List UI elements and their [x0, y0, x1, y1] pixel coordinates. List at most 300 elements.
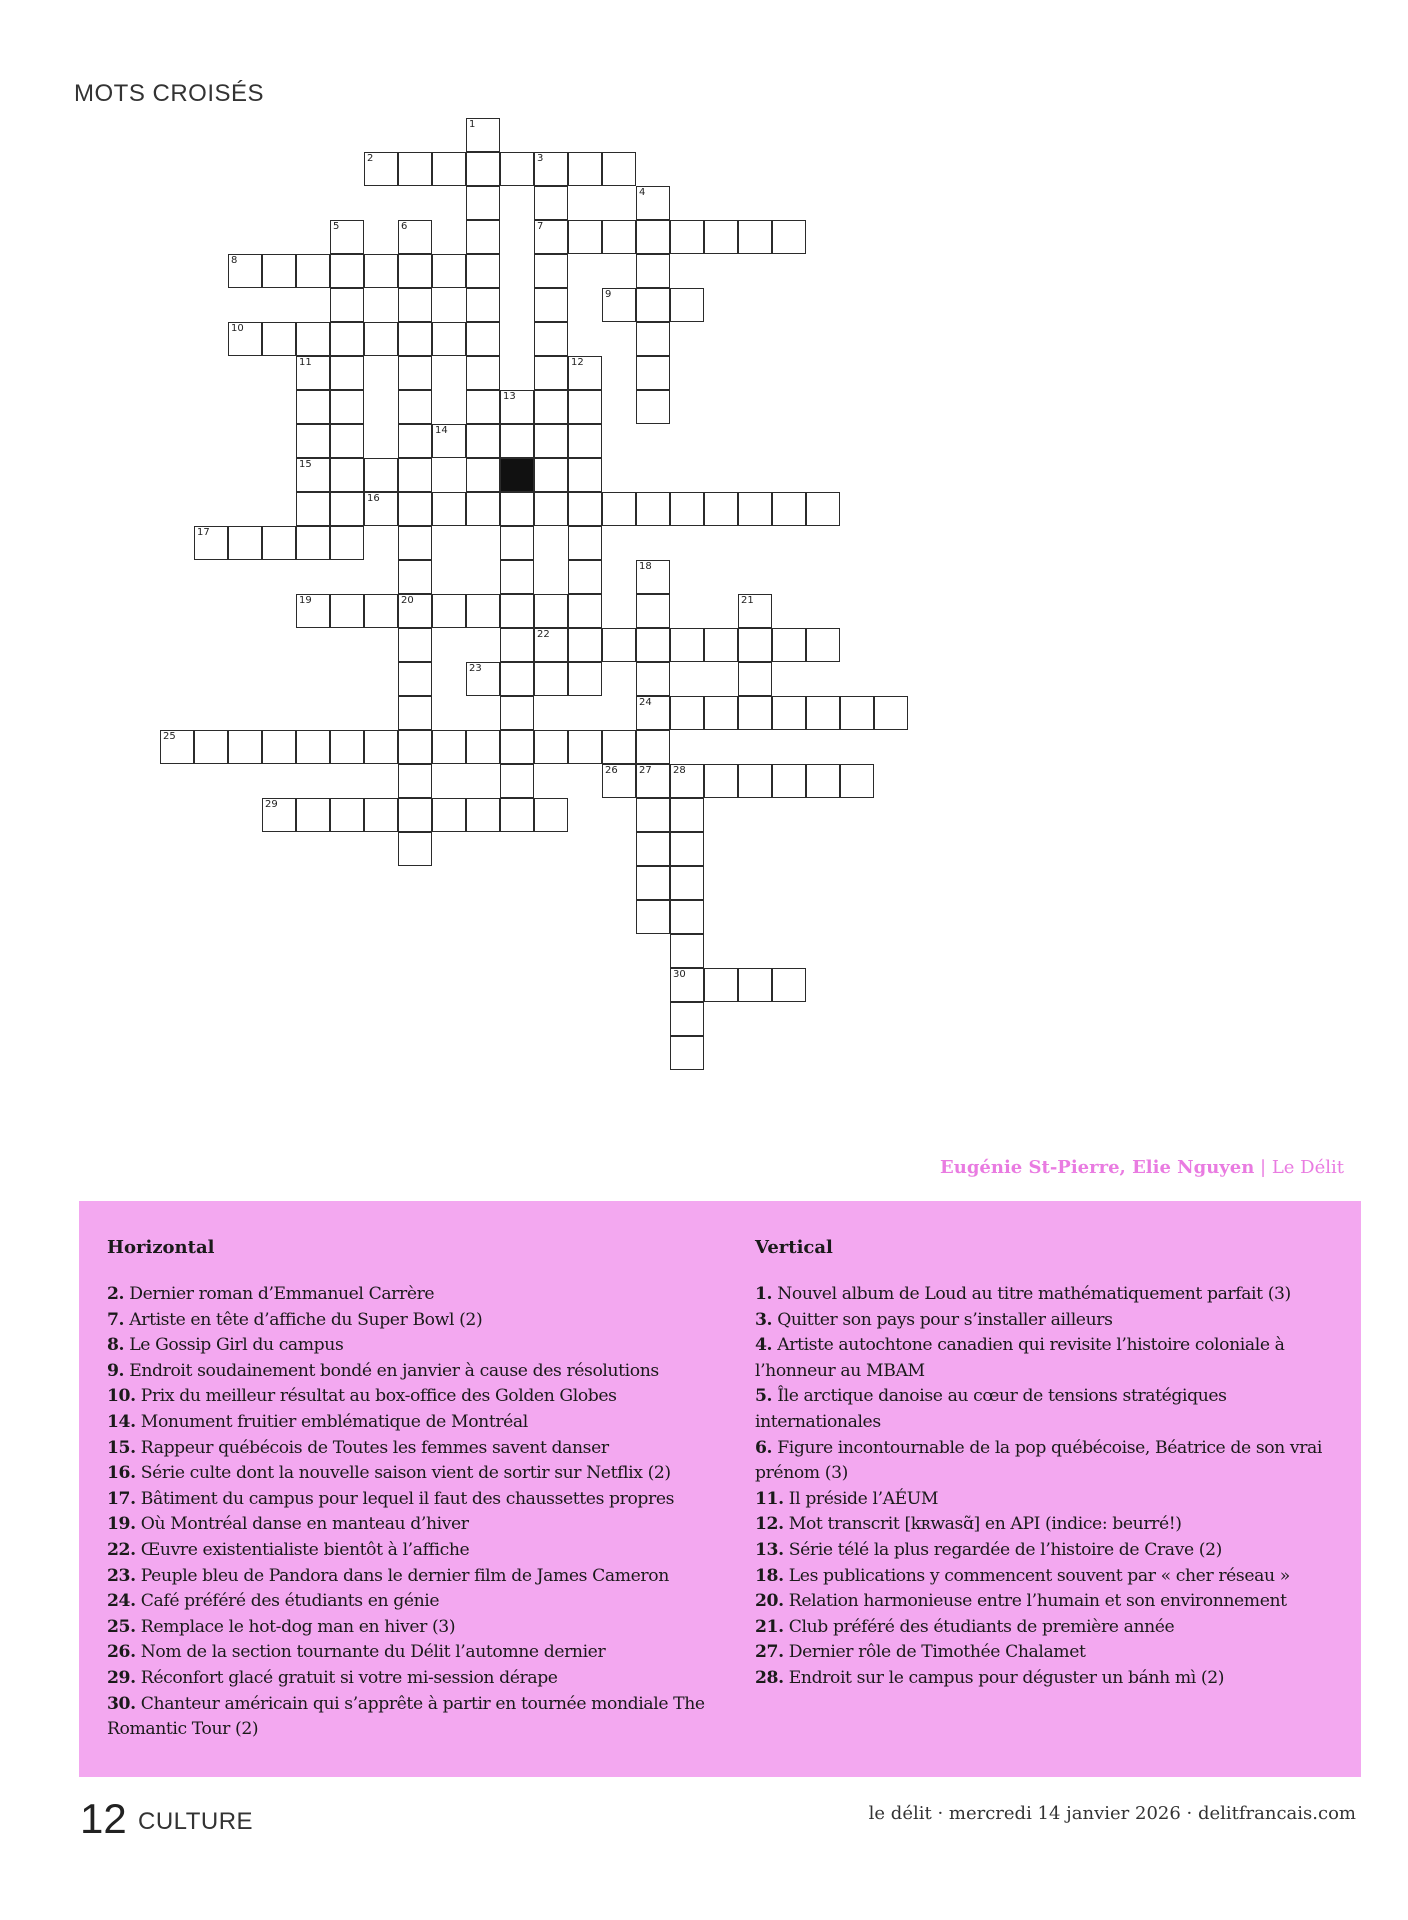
- grid-cell[interactable]: [500, 696, 534, 730]
- clue-number: 18: [639, 561, 652, 572]
- grid-cell[interactable]: [364, 730, 398, 764]
- clue-item: [107, 1461, 707, 1487]
- credit-publication: Le Délit: [1271, 1157, 1344, 1178]
- clue-item: [107, 1666, 707, 1692]
- grid-cell[interactable]: [602, 492, 636, 526]
- grid-cell[interactable]: [330, 356, 364, 390]
- clue-item: [755, 1589, 1335, 1615]
- grid-cell[interactable]: [772, 220, 806, 254]
- clue-text: Prix du meilleur résultat au box-office des Golden Globes: [140, 1386, 617, 1407]
- grid-cell[interactable]: [670, 764, 704, 798]
- grid-cell[interactable]: [500, 560, 534, 594]
- grid-cell[interactable]: [330, 798, 364, 832]
- grid-cell[interactable]: [806, 492, 840, 526]
- clue-text: Série culte dont la nouvelle saison vient de sortir sur Netflix (2): [140, 1463, 671, 1484]
- grid-cell[interactable]: [432, 594, 466, 628]
- clue-item: [755, 1282, 1335, 1308]
- grid-cell[interactable]: [636, 288, 670, 322]
- clue-num: 14.: [107, 1411, 136, 1432]
- clue-num: 29.: [107, 1667, 136, 1688]
- clue-text: Bâtiment du campus pour lequel il faut des chaussettes propres: [140, 1488, 675, 1509]
- grid-cell[interactable]: [432, 254, 466, 288]
- grid-cell[interactable]: [228, 254, 262, 288]
- grid-cell[interactable]: [364, 152, 398, 186]
- grid-cell[interactable]: [398, 322, 432, 356]
- clue-item: [107, 1359, 707, 1385]
- grid-cell[interactable]: [636, 594, 670, 628]
- grid-cell[interactable]: [364, 322, 398, 356]
- grid-cell[interactable]: [398, 458, 432, 492]
- clue-number: 7: [537, 221, 544, 232]
- grid-cell[interactable]: [670, 798, 704, 832]
- clue-number: 3: [537, 153, 544, 164]
- grid-cell[interactable]: [398, 560, 432, 594]
- grid-cell[interactable]: [262, 254, 296, 288]
- grid-cell[interactable]: [636, 356, 670, 390]
- clues-panel: [79, 1201, 1361, 1777]
- grid-cell[interactable]: [432, 730, 466, 764]
- grid-cell[interactable]: [398, 628, 432, 662]
- clue-item: [755, 1538, 1335, 1564]
- clue-item: [755, 1564, 1335, 1590]
- grid-cell[interactable]: [534, 798, 568, 832]
- clue-number: 29: [265, 799, 278, 810]
- grid-cell[interactable]: [568, 356, 602, 390]
- clue-num: 24.: [107, 1591, 136, 1612]
- grid-cell[interactable]: [466, 798, 500, 832]
- page-number: 12: [80, 1795, 127, 1842]
- clue-number: 9: [605, 289, 612, 300]
- clue-number: 24: [639, 697, 652, 708]
- clue-text: Artiste en tête d’affiche du Super Bowl (2): [129, 1309, 483, 1330]
- grid-cell[interactable]: [636, 764, 670, 798]
- grid-cell[interactable]: [636, 900, 670, 934]
- grid-cell[interactable]: [466, 118, 500, 152]
- clue-item: [107, 1333, 707, 1359]
- grid-cell[interactable]: [568, 220, 602, 254]
- grid-cell[interactable]: [568, 152, 602, 186]
- grid-cell[interactable]: [330, 526, 364, 560]
- grid-cell[interactable]: [398, 254, 432, 288]
- clue-item: [755, 1640, 1335, 1666]
- grid-cell[interactable]: [670, 220, 704, 254]
- grid-cell[interactable]: [534, 390, 568, 424]
- credit-separator: |: [1254, 1157, 1272, 1178]
- clue-number: 1: [469, 119, 476, 130]
- grid-cell[interactable]: [534, 322, 568, 356]
- grid-cell[interactable]: [670, 1002, 704, 1036]
- grid-cell[interactable]: [330, 492, 364, 526]
- clue-text: Relation harmonieuse entre l’humain et son environnement: [788, 1591, 1287, 1612]
- grid-cell[interactable]: [806, 764, 840, 798]
- grid-cell[interactable]: [534, 594, 568, 628]
- grid-cell[interactable]: [296, 254, 330, 288]
- grid-cell[interactable]: [568, 424, 602, 458]
- grid-cell[interactable]: [466, 322, 500, 356]
- grid-cell[interactable]: [568, 458, 602, 492]
- grid-cell[interactable]: [296, 390, 330, 424]
- grid-cell[interactable]: [738, 764, 772, 798]
- grid-cell[interactable]: [466, 254, 500, 288]
- clue-item: [107, 1640, 707, 1666]
- grid-cell[interactable]: [296, 492, 330, 526]
- grid-cell[interactable]: [704, 220, 738, 254]
- grid-cell[interactable]: [704, 764, 738, 798]
- clue-number: 23: [469, 663, 482, 674]
- grid-cell[interactable]: [670, 934, 704, 968]
- grid-cell[interactable]: [466, 458, 500, 492]
- grid-cell[interactable]: [330, 594, 364, 628]
- clue-text: Nom de la section tournante du Délit l’automne dernier: [140, 1642, 606, 1663]
- grid-cell[interactable]: [228, 322, 262, 356]
- grid-cell[interactable]: [398, 594, 432, 628]
- grid-cell[interactable]: [398, 288, 432, 322]
- clue-item: [755, 1436, 1335, 1487]
- clue-num: 25.: [107, 1616, 136, 1637]
- grid-cell[interactable]: [330, 458, 364, 492]
- grid-cell[interactable]: [670, 900, 704, 934]
- grid-cell[interactable]: [534, 662, 568, 696]
- clue-text: Série télé la plus regardée de l’histoire de Crave (2): [788, 1539, 1222, 1560]
- clue-num: 1.: [755, 1284, 773, 1304]
- clue-num: 7.: [107, 1309, 125, 1330]
- grid-cell[interactable]: [296, 594, 330, 628]
- grid-cell[interactable]: [432, 798, 466, 832]
- clue-num: 18.: [755, 1565, 784, 1586]
- clue-item: [107, 1384, 707, 1410]
- grid-cell[interactable]: [772, 764, 806, 798]
- grid-cell[interactable]: [636, 220, 670, 254]
- clue-item: [755, 1333, 1335, 1384]
- grid-cell[interactable]: [466, 152, 500, 186]
- grid-cell[interactable]: [806, 628, 840, 662]
- grid-cell[interactable]: [262, 322, 296, 356]
- clue-number: 5: [333, 221, 340, 232]
- grid-cell[interactable]: [194, 526, 228, 560]
- grid-cell[interactable]: [364, 594, 398, 628]
- clue-num: 19.: [107, 1514, 136, 1535]
- grid-cell[interactable]: [670, 492, 704, 526]
- clue-num: 30.: [107, 1693, 136, 1714]
- grid-cell[interactable]: [262, 526, 296, 560]
- clue-num: 22.: [107, 1539, 136, 1560]
- clue-item: [107, 1512, 707, 1538]
- grid-cell[interactable]: [364, 254, 398, 288]
- grid-cell[interactable]: [432, 152, 466, 186]
- grid-cell[interactable]: [228, 730, 262, 764]
- grid-cell[interactable]: [568, 492, 602, 526]
- grid-cell[interactable]: [534, 254, 568, 288]
- grid-cell[interactable]: [296, 356, 330, 390]
- grid-cell[interactable]: [364, 458, 398, 492]
- grid-cell[interactable]: [500, 628, 534, 662]
- clue-text: Endroit soudainement bondé en janvier à cause des résolutions: [129, 1360, 659, 1381]
- grid-cell[interactable]: [704, 492, 738, 526]
- grid-cell[interactable]: [466, 288, 500, 322]
- grid-cell[interactable]: [772, 628, 806, 662]
- clue-item: [107, 1487, 707, 1513]
- grid-cell[interactable]: [636, 254, 670, 288]
- grid-cell[interactable]: [704, 696, 738, 730]
- clue-number: 17: [197, 527, 210, 538]
- clue-number: 19: [299, 595, 312, 606]
- grid-cell[interactable]: [262, 730, 296, 764]
- grid-cell[interactable]: [636, 560, 670, 594]
- clue-number: 2: [367, 153, 374, 164]
- grid-cell[interactable]: [636, 662, 670, 696]
- vertical-heading: Vertical: [755, 1237, 833, 1258]
- grid-cell[interactable]: [602, 730, 636, 764]
- clue-item: [107, 1308, 707, 1334]
- grid-cell[interactable]: [398, 220, 432, 254]
- grid-cell[interactable]: [534, 288, 568, 322]
- grid-cell[interactable]: [466, 594, 500, 628]
- grid-cell[interactable]: [398, 764, 432, 798]
- grid-cell[interactable]: [636, 322, 670, 356]
- grid-cell[interactable]: [602, 220, 636, 254]
- clue-text: Où Montréal danse en manteau d’hiver: [140, 1514, 469, 1535]
- grid-cell[interactable]: [534, 492, 568, 526]
- clue-text: Nouvel album de Loud au titre mathématiquement parfait (3): [777, 1284, 1291, 1304]
- grid-cell[interactable]: [670, 288, 704, 322]
- clue-number: 8: [231, 255, 238, 266]
- grid-cell[interactable]: [636, 798, 670, 832]
- grid-cell[interactable]: [194, 730, 228, 764]
- grid-cell[interactable]: [296, 458, 330, 492]
- grid-cell[interactable]: [568, 390, 602, 424]
- grid-cell[interactable]: [636, 866, 670, 900]
- clue-item: [755, 1384, 1335, 1435]
- grid-cell[interactable]: [398, 492, 432, 526]
- clue-number: 13: [503, 391, 516, 402]
- grid-cell[interactable]: [534, 628, 568, 662]
- grid-cell[interactable]: [670, 968, 704, 1002]
- clue-number: 10: [231, 323, 244, 334]
- grid-cell[interactable]: [432, 322, 466, 356]
- clue-item: [755, 1308, 1335, 1334]
- grid-cell[interactable]: [568, 730, 602, 764]
- clue-num: 17.: [107, 1488, 136, 1509]
- grid-cell[interactable]: [296, 798, 330, 832]
- grid-cell[interactable]: [500, 798, 534, 832]
- clue-num: 5.: [755, 1386, 773, 1407]
- clue-item: [107, 1615, 707, 1641]
- grid-cell[interactable]: [636, 730, 670, 764]
- grid-cell[interactable]: [398, 390, 432, 424]
- grid-cell[interactable]: [398, 526, 432, 560]
- grid-cell[interactable]: [602, 764, 636, 798]
- grid-cell[interactable]: [636, 832, 670, 866]
- grid-cell[interactable]: [398, 696, 432, 730]
- grid-cell[interactable]: [160, 730, 194, 764]
- grid-cell[interactable]: [500, 594, 534, 628]
- grid-cell[interactable]: [330, 424, 364, 458]
- grid-cell[interactable]: [398, 798, 432, 832]
- grid-cell[interactable]: [636, 186, 670, 220]
- clue-number: 20: [401, 595, 414, 606]
- clue-number: 27: [639, 765, 652, 776]
- grid-cell[interactable]: [398, 356, 432, 390]
- grid-cell[interactable]: [398, 424, 432, 458]
- clue-number: 11: [299, 357, 312, 368]
- grid-cell[interactable]: [568, 628, 602, 662]
- grid-cell[interactable]: [364, 492, 398, 526]
- clue-item: [107, 1564, 707, 1590]
- grid-cell[interactable]: [738, 662, 772, 696]
- vertical-clue-list: [755, 1282, 1335, 1692]
- clue-text: Artiste autochtone canadien qui revisite l’histoire coloniale à l’honneur au MBAM: [755, 1335, 1285, 1381]
- grid-cell[interactable]: [330, 254, 364, 288]
- grid-cell[interactable]: [772, 968, 806, 1002]
- clue-text: Le Gossip Girl du campus: [129, 1335, 344, 1356]
- grid-cell[interactable]: [738, 968, 772, 1002]
- grid-cell[interactable]: [534, 152, 568, 186]
- grid-cell[interactable]: [636, 696, 670, 730]
- credit-authors: Eugénie St-Pierre, Elie Nguyen: [940, 1157, 1255, 1178]
- vertical-clues: [755, 1237, 1335, 1692]
- grid-cell[interactable]: [364, 798, 398, 832]
- grid-cell[interactable]: [534, 730, 568, 764]
- grid-cell[interactable]: [602, 152, 636, 186]
- clue-text: Dernier rôle de Timothée Chalamet: [788, 1642, 1086, 1663]
- grid-cell[interactable]: [500, 662, 534, 696]
- clue-item: [755, 1615, 1335, 1641]
- footer-section: CULTURE: [138, 1808, 254, 1835]
- grid-cell[interactable]: [534, 356, 568, 390]
- clue-item: [755, 1666, 1335, 1692]
- clue-num: 11.: [755, 1488, 784, 1509]
- grid-cell[interactable]: [432, 424, 466, 458]
- grid-cell[interactable]: [500, 764, 534, 798]
- grid-cell[interactable]: [296, 322, 330, 356]
- clue-text: Figure incontournable de la pop québécoise, Béatrice de son vrai prénom (3): [755, 1437, 1322, 1484]
- grid-cell[interactable]: [500, 390, 534, 424]
- grid-cell[interactable]: [330, 288, 364, 322]
- grid-cell[interactable]: [738, 492, 772, 526]
- grid-cell[interactable]: [704, 968, 738, 1002]
- grid-cell[interactable]: [398, 152, 432, 186]
- grid-cell[interactable]: [466, 220, 500, 254]
- grid-cell[interactable]: [466, 492, 500, 526]
- clue-item: [107, 1436, 707, 1462]
- footer-publication-line: le délit · mercredi 14 janvier 2026 · delitfrancais.com: [868, 1803, 1356, 1824]
- grid-cell[interactable]: [296, 526, 330, 560]
- grid-cell[interactable]: [840, 696, 874, 730]
- grid-cell[interactable]: [398, 662, 432, 696]
- clue-item: [107, 1282, 707, 1308]
- clue-text: Quitter son pays pour s’installer ailleurs: [777, 1309, 1113, 1330]
- grid-cell[interactable]: [296, 424, 330, 458]
- clue-text: Chanteur américain qui s’apprête à partir en tournée mondiale The Romantic Tour (2): [107, 1693, 705, 1740]
- clue-text: Club préféré des étudiants de première année: [788, 1616, 1175, 1637]
- grid-cell[interactable]: [500, 730, 534, 764]
- clue-text: Œuvre existentialiste bientôt à l’affiche: [140, 1539, 470, 1560]
- grid-cell[interactable]: [466, 424, 500, 458]
- clue-number: 14: [435, 425, 448, 436]
- clue-num: 6.: [755, 1437, 773, 1458]
- clue-number: 12: [571, 357, 584, 368]
- grid-cell[interactable]: [466, 730, 500, 764]
- horizontal-clues: [107, 1237, 707, 1743]
- horizontal-heading: Horizontal: [107, 1237, 215, 1258]
- clue-number: 6: [401, 221, 408, 232]
- grid-cell[interactable]: [432, 492, 466, 526]
- grid-cell[interactable]: [534, 458, 568, 492]
- grid-cell[interactable]: [262, 798, 296, 832]
- grid-cell[interactable]: [500, 526, 534, 560]
- grid-cell[interactable]: [670, 696, 704, 730]
- grid-cell[interactable]: [602, 288, 636, 322]
- grid-cell[interactable]: [534, 424, 568, 458]
- grid-cell[interactable]: [296, 730, 330, 764]
- grid-cell[interactable]: [398, 832, 432, 866]
- grid-cell[interactable]: [874, 696, 908, 730]
- clue-num: 8.: [107, 1335, 125, 1356]
- grid-cell[interactable]: [602, 628, 636, 662]
- grid-cell[interactable]: [772, 492, 806, 526]
- clue-text: Mot transcrit [kʀwasɑ̃] en API (indice: beurré!): [788, 1514, 1182, 1535]
- grid-cell[interactable]: [466, 356, 500, 390]
- grid-cell[interactable]: [500, 424, 534, 458]
- grid-cell[interactable]: [806, 696, 840, 730]
- grid-cell[interactable]: [840, 764, 874, 798]
- grid-cell[interactable]: [330, 322, 364, 356]
- grid-cell[interactable]: [738, 594, 772, 628]
- grid-cell[interactable]: [670, 628, 704, 662]
- clue-num: 16.: [107, 1463, 136, 1484]
- clue-text: Île arctique danoise au cœur de tensions stratégiques internationales: [755, 1386, 1227, 1432]
- clue-number: 26: [605, 765, 618, 776]
- clue-text: Peuple bleu de Pandora dans le dernier film de James Cameron: [140, 1565, 669, 1586]
- grid-cell[interactable]: [738, 696, 772, 730]
- grid-cell[interactable]: [568, 526, 602, 560]
- grid-cell[interactable]: [636, 492, 670, 526]
- grid-cell[interactable]: [466, 662, 500, 696]
- grid-cell[interactable]: [534, 220, 568, 254]
- grid-cell[interactable]: [568, 594, 602, 628]
- grid-cell[interactable]: [568, 560, 602, 594]
- grid-cell[interactable]: [670, 1036, 704, 1070]
- clue-item: [107, 1410, 707, 1436]
- clue-item: [107, 1538, 707, 1564]
- clue-number: 28: [673, 765, 686, 776]
- grid-cell[interactable]: [398, 730, 432, 764]
- grid-cell[interactable]: [670, 832, 704, 866]
- grid-cell[interactable]: [228, 526, 262, 560]
- grid-cell[interactable]: [466, 186, 500, 220]
- grid-cell[interactable]: [534, 186, 568, 220]
- grid-cell[interactable]: [636, 390, 670, 424]
- grid-cell[interactable]: [568, 662, 602, 696]
- clue-text: Dernier roman d’Emmanuel Carrère: [129, 1284, 435, 1304]
- grid-cell[interactable]: [330, 730, 364, 764]
- grid-cell[interactable]: [330, 220, 364, 254]
- clue-num: 26.: [107, 1642, 136, 1663]
- grid-cell[interactable]: [704, 628, 738, 662]
- clue-text: Rappeur québécois de Toutes les femmes savent danser: [140, 1437, 609, 1458]
- grid-cell[interactable]: [466, 390, 500, 424]
- grid-cell[interactable]: [500, 492, 534, 526]
- grid-cell[interactable]: [772, 696, 806, 730]
- grid-cell[interactable]: [636, 628, 670, 662]
- grid-cell[interactable]: [670, 866, 704, 900]
- grid-cell[interactable]: [500, 152, 534, 186]
- grid-cell[interactable]: [330, 390, 364, 424]
- grid-cell[interactable]: [738, 628, 772, 662]
- grid-cell[interactable]: [738, 220, 772, 254]
- clue-text: Réconfort glacé gratuit si votre mi-session dérape: [140, 1667, 558, 1688]
- clue-text: Remplace le hot-dog man en hiver (3): [140, 1616, 456, 1637]
